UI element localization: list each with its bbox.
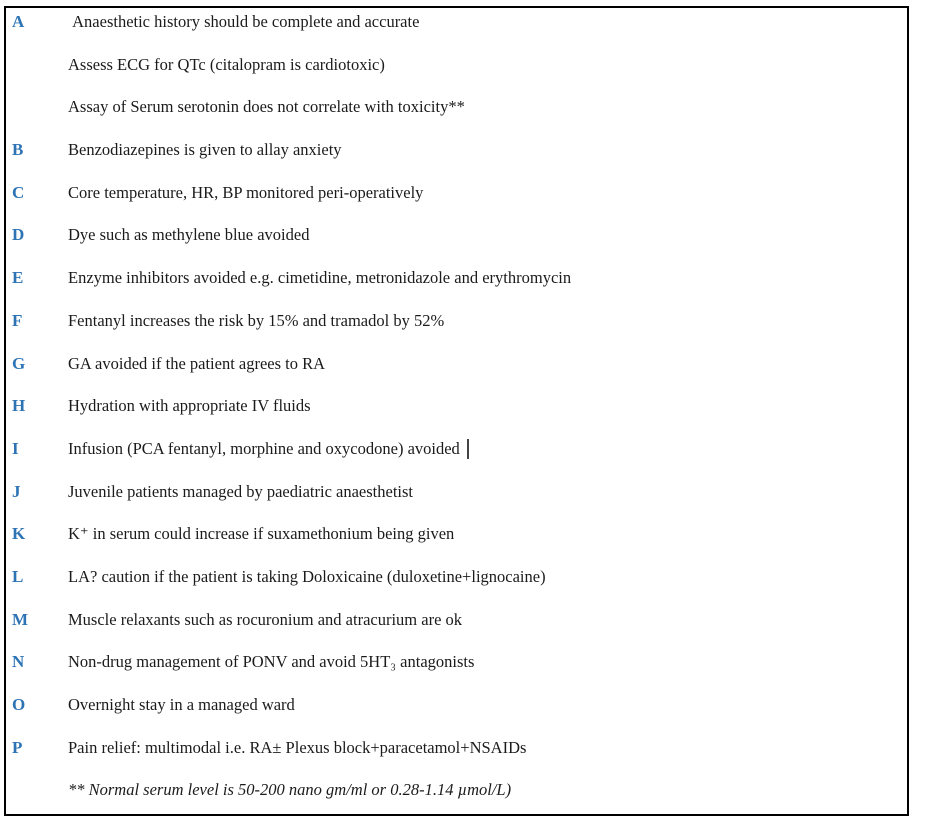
- item-text: Infusion (PCA fentanyl, morphine and oxycodone) avoided: [68, 438, 907, 460]
- list-item-a3: [6, 93, 907, 136]
- item-letter: E: [12, 268, 24, 288]
- list-item-m: [6, 606, 907, 649]
- item-letter: H: [12, 396, 26, 416]
- list-item-p: [6, 734, 907, 777]
- list-item-footnote: [6, 776, 907, 819]
- item-text: Anaesthetic history should be complete and accurate: [68, 12, 420, 31]
- list-item-n: [6, 648, 907, 691]
- list-item-j: [6, 478, 907, 521]
- item-text: GA avoided if the patient agrees to RA: [68, 353, 326, 373]
- item-letter: M: [12, 609, 29, 629]
- document-text-box[interactable]: [4, 6, 909, 816]
- list-item-c: [6, 179, 907, 222]
- list-item-f: [6, 307, 907, 350]
- item-text: K⁺ in serum could increase if suxamethonium being given: [68, 524, 455, 544]
- item-text: Juvenile patients managed by paediatric anaesthetist: [68, 481, 414, 501]
- list-item-i: [6, 435, 907, 478]
- list-item-e: [6, 264, 907, 307]
- item-text: Muscle relaxants such as rocuronium and atracurium are ok: [68, 609, 463, 629]
- item-text: Hydration with appropriate IV fluids: [68, 396, 311, 416]
- text-cursor: [467, 439, 469, 459]
- item-letter: J: [12, 481, 21, 501]
- item-letter: F: [12, 310, 23, 330]
- item-text: Fentanyl increases the risk by 15% and tramadol by 52%: [68, 310, 445, 330]
- item-letter: B: [12, 140, 24, 160]
- list-item-d: [6, 221, 907, 264]
- item-text: Pain relief: multimodal i.e. RA± Plexus block+paracetamol+NSAIDs: [68, 737, 527, 757]
- list-item-o: [6, 691, 907, 734]
- item-letter: G: [12, 353, 26, 373]
- item-letter: L: [12, 566, 24, 586]
- list-item-l: [6, 563, 907, 606]
- item-text: Core temperature, HR, BP monitored peri-operatively: [68, 182, 424, 202]
- list-item-a2: [6, 51, 907, 94]
- item-letter: O: [12, 695, 26, 714]
- list-item-g: [6, 350, 907, 393]
- item-letter: N: [12, 652, 25, 672]
- item-letter: P: [12, 737, 23, 757]
- item-text: LA? caution if the patient is taking Doloxicaine (duloxetine+lignocaine): [68, 566, 546, 586]
- item-letter: D: [12, 225, 25, 245]
- item-text: Enzyme inhibitors avoided e.g. cimetidine, metronidazole and erythromycin: [68, 268, 572, 288]
- item-text: Dye such as methylene blue avoided: [68, 225, 310, 245]
- footnote-text: ** Normal serum level is 50-200 nano gm/ml or 0.28-1.14 µmol/L): [68, 780, 512, 800]
- item-letter: C: [12, 182, 25, 202]
- item-text: Non-drug management of PONV and avoid 5HT₃ antagonists: [68, 652, 475, 672]
- item-text: Overnight stay in a managed ward: [68, 695, 295, 714]
- item-text: Benzodiazepines is given to allay anxiety: [68, 140, 342, 160]
- item-text: Assess ECG for QTc (citalopram is cardiotoxic): [68, 54, 385, 74]
- item-letter: K: [12, 524, 26, 544]
- item-letter: I: [12, 438, 19, 458]
- list-item-b: [6, 136, 907, 179]
- item-text: Assay of Serum serotonin does not correlate with toxicity**: [68, 97, 465, 117]
- list-item-h: [6, 392, 907, 435]
- list-item-k: [6, 520, 907, 563]
- item-letter: A: [12, 12, 25, 31]
- list-item-a1: [6, 8, 907, 51]
